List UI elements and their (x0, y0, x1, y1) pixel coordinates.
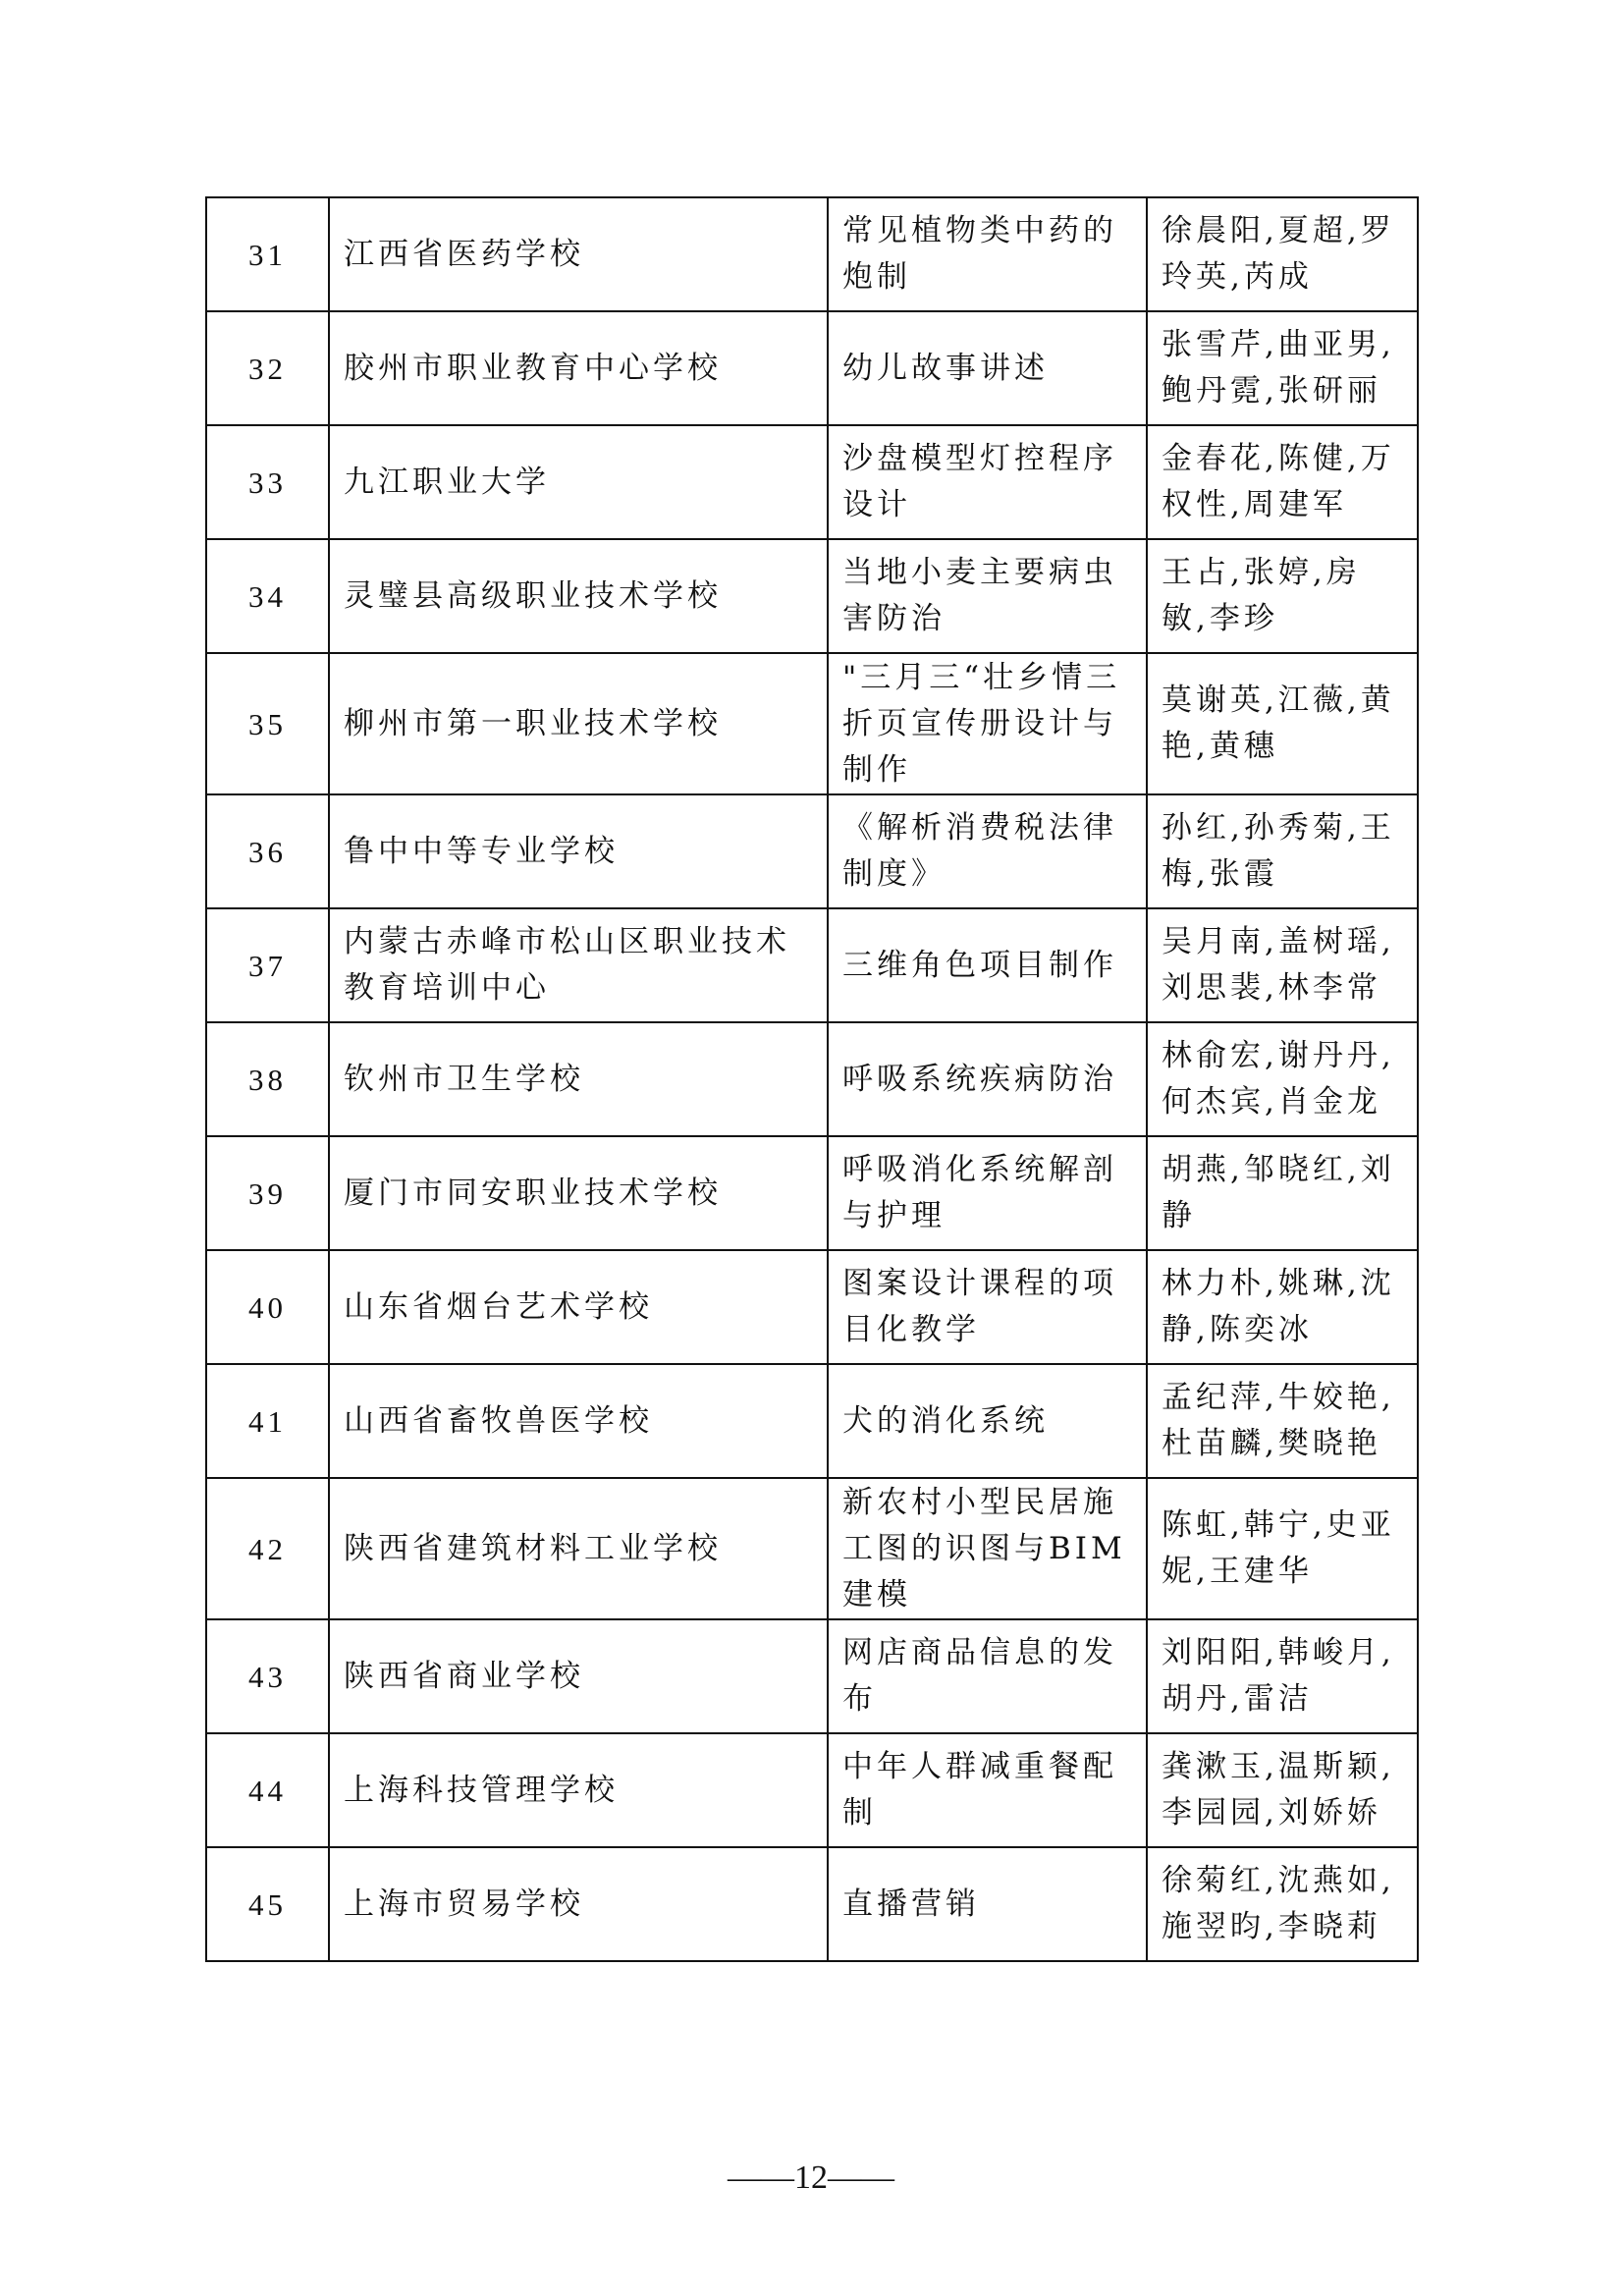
project-name: 常见植物类中药的炮制 (828, 197, 1147, 311)
team-members: 莫谢英,江薇,黄艳,黄穗 (1147, 653, 1418, 794)
row-number: 34 (206, 539, 329, 653)
table-body (206, 197, 1418, 1961)
school-name: 上海科技管理学校 (329, 1733, 828, 1847)
school-name: 陕西省建筑材料工业学校 (329, 1478, 828, 1619)
team-members: 陈虹,韩宁,史亚妮,王建华 (1147, 1478, 1418, 1619)
project-name: 沙盘模型灯控程序设计 (828, 425, 1147, 539)
team-members: 吴月南,盖树瑶,刘思裴,林李常 (1147, 908, 1418, 1022)
table-row (206, 794, 1418, 908)
project-name: 三维角色项目制作 (828, 908, 1147, 1022)
school-name: 山西省畜牧兽医学校 (329, 1364, 828, 1478)
row-number: 40 (206, 1250, 329, 1364)
table-row (206, 425, 1418, 539)
table-row (206, 908, 1418, 1022)
table-row (206, 1619, 1418, 1733)
project-name: 图案设计课程的项目化教学 (828, 1250, 1147, 1364)
project-name: 幼儿故事讲述 (828, 311, 1147, 425)
school-name: 上海市贸易学校 (329, 1847, 828, 1961)
school-name: 内蒙古赤峰市松山区职业技术教育培训中心 (329, 908, 828, 1022)
school-name: 陕西省商业学校 (329, 1619, 828, 1733)
row-number: 32 (206, 311, 329, 425)
row-number: 42 (206, 1478, 329, 1619)
table-row (206, 1733, 1418, 1847)
school-name: 江西省医药学校 (329, 197, 828, 311)
team-members: 孟纪萍,牛姣艳,杜苗麟,樊晓艳 (1147, 1364, 1418, 1478)
team-members: 林力朴,姚琳,沈静,陈奕冰 (1147, 1250, 1418, 1364)
row-number: 44 (206, 1733, 329, 1847)
school-name: 鲁中中等专业学校 (329, 794, 828, 908)
team-members: 徐菊红,沈燕如,施翌昀,李晓莉 (1147, 1847, 1418, 1961)
school-name: 钦州市卫生学校 (329, 1022, 828, 1136)
school-name: 山东省烟台艺术学校 (329, 1250, 828, 1364)
table-row (206, 653, 1418, 794)
project-name: 呼吸系统疾病防治 (828, 1022, 1147, 1136)
team-members: 林俞宏,谢丹丹,何杰宾,肖金龙 (1147, 1022, 1418, 1136)
row-number: 45 (206, 1847, 329, 1961)
school-name: 厦门市同安职业技术学校 (329, 1136, 828, 1250)
table-row (206, 539, 1418, 653)
table-row (206, 1364, 1418, 1478)
row-number: 41 (206, 1364, 329, 1478)
row-number: 36 (206, 794, 329, 908)
team-members: 胡燕,邹晓红,刘静 (1147, 1136, 1418, 1250)
row-number: 35 (206, 653, 329, 794)
school-name: 柳州市第一职业技术学校 (329, 653, 828, 794)
school-name: 灵璧县高级职业技术学校 (329, 539, 828, 653)
team-members: 龚漱玉,温斯颖,李园园,刘娇娇 (1147, 1733, 1418, 1847)
project-name: 犬的消化系统 (828, 1364, 1147, 1478)
project-name: 《解析消费税法律制度》 (828, 794, 1147, 908)
page-number: ——12—— (728, 2159, 894, 2196)
row-number: 33 (206, 425, 329, 539)
project-name: 网店商品信息的发布 (828, 1619, 1147, 1733)
team-members: 金春花,陈健,万权性,周建军 (1147, 425, 1418, 539)
project-name: 直播营销 (828, 1847, 1147, 1961)
table-row (206, 197, 1418, 311)
table-row (206, 1136, 1418, 1250)
team-members: 徐晨阳,夏超,罗玲英,芮成 (1147, 197, 1418, 311)
team-members: 张雪芹,曲亚男,鲍丹霓,张研丽 (1147, 311, 1418, 425)
project-name: 呼吸消化系统解剖与护理 (828, 1136, 1147, 1250)
table-row (206, 1022, 1418, 1136)
table-row (206, 1847, 1418, 1961)
team-members: 孙红,孙秀菊,王梅,张霞 (1147, 794, 1418, 908)
table-row (206, 1250, 1418, 1364)
table-row (206, 311, 1418, 425)
project-name: 中年人群减重餐配制 (828, 1733, 1147, 1847)
team-members: 刘阳阳,韩峻月,胡丹,雷洁 (1147, 1619, 1418, 1733)
row-number: 43 (206, 1619, 329, 1733)
project-name: "三月三“壮乡情三折页宣传册设计与制作 (828, 653, 1147, 794)
row-number: 37 (206, 908, 329, 1022)
school-name: 九江职业大学 (329, 425, 828, 539)
award-list-table (205, 196, 1419, 1962)
row-number: 39 (206, 1136, 329, 1250)
project-name: 当地小麦主要病虫害防治 (828, 539, 1147, 653)
row-number: 38 (206, 1022, 329, 1136)
team-members: 王占,张婷,房敏,李珍 (1147, 539, 1418, 653)
table-row (206, 1478, 1418, 1619)
project-name: 新农村小型民居施工图的识图与BIM建模 (828, 1478, 1147, 1619)
school-name: 胶州市职业教育中心学校 (329, 311, 828, 425)
row-number: 31 (206, 197, 329, 311)
